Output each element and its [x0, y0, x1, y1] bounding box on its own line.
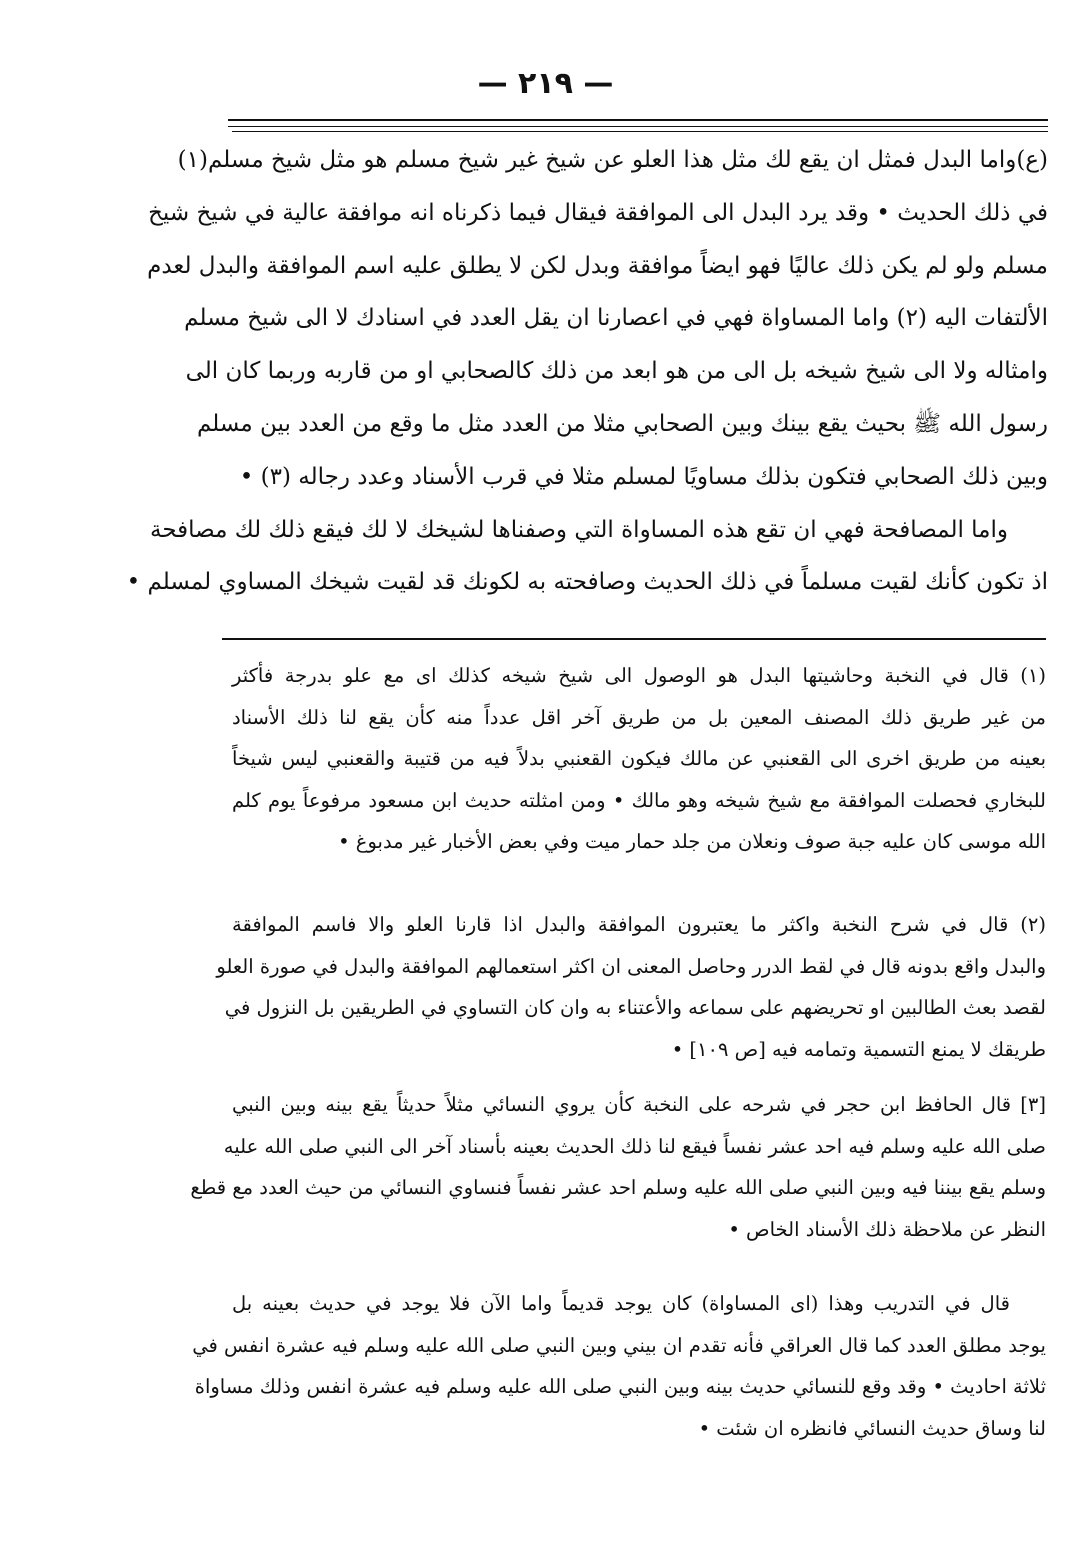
footnote-line: بعينه من طريق اخرى الى القعنبي عن مالك فيكون القعنبي بدلاً فيه من قتيبة والقعنبي ليس شيخاً — [232, 747, 1046, 771]
text-line: الألتفات اليه (٢) واما المساواة فهي في اعصارنا ان يقل العدد في اسنادك لا الى شيخ مسلم — [184, 305, 1048, 332]
footnote-line: صلى الله عليه وسلم فيه احد عشر نفساً فيقع لنا ذلك الحديث بعينه بأسناد آخر الى النبي صلى الله عليه — [223, 1134, 1046, 1158]
footnote-separator — [222, 638, 1046, 640]
text-line: في ذلك الحديث • وقد يرد البدل الى الموافقة فيقال فيما ذكرناه انه موافقة عالية في شيخ شيخ — [148, 199, 1048, 226]
footnote-line: [٣] قال الحافظ ابن حجر في شرحه على النخبة كأن يروي النسائي مثلاً حديثاً يقع بينه وبين النبي — [232, 1093, 1046, 1116]
footnote-2 — [216, 904, 1046, 1070]
footnote-line: لقصد بعث الطالبين او تحريضهم على سماعه والأعتناء به وان كان التساوي في الطريقين بل النزول في — [224, 996, 1046, 1020]
footnote-line: من غير طريق ذلك المصنف المعين بل من طريق آخر اقل عدداً منه كأن يقع لنا ذلك الأسناد — [232, 705, 1046, 729]
text-line: وبين ذلك الصحابي فتكون بذلك مساويًا لمسلم مثلا في قرب الأسناد وعدد رجاله (٣) • — [239, 463, 1048, 490]
text-line: رسول الله ﷺ بحيث يقع بينك وبين الصحابي مثلا من العدد مثل ما وقع من العدد بين مسلم — [196, 410, 1048, 437]
text-line: (ع)واما البدل فمثل ان يقع لك مثل هذا العلو عن شيخ غير شيخ مسلم هو مثل شيخ مسلم(١) — [177, 147, 1048, 173]
page-number: — ٢١٩ — — [477, 66, 614, 101]
text-line: واما المصافحة فهي ان تقع هذه المساواة التي وصفناها لشيخك لا لك فيقع ذلك لك مصافحة — [149, 516, 1008, 543]
text-line: وامثاله ولا الى شيخ شيخه بل الى من هو ابعد من ذلك كالصحابي او من قاربه وربما كان الى — [185, 358, 1048, 385]
text-line: اذ تكون كأنك لقيت مسلماً في ذلك الحديث وصافحته به لكونك قد لقيت شيخك المساوي لمسلم • — [126, 569, 1048, 596]
footnote-3 — [190, 1084, 1046, 1250]
footnote-continuation — [192, 1283, 1046, 1449]
footnote-line: قال في التدريب وهذا (اى المساواة) كان يوجد قديماً واما الآن فلا يوجد في حديث بعينه بل — [232, 1292, 1010, 1315]
footnote-line: وسلم يقع بيننا فيه وبين النبي صلى الله عليه وسلم احد عشر نفساً فنساوي النسائي من حيث العدد مع قطع — [190, 1176, 1046, 1200]
header-rule — [232, 131, 1048, 132]
footnote-line: الله موسى كان عليه جبة صوف ونعلان من جلد حمار ميت وفي بعض الأخبار غير مدبوغ • — [338, 830, 1046, 854]
footnote-line: (١) قال في النخبة وحاشيتها البدل هو الوصول الى شيخ شيخه كذلك اى مع علو بدرجة فأكثر — [232, 664, 1046, 687]
footnote-line: (٢) قال في شرح النخبة واكثر ما يعتبرون الموافقة والبدل اذا قارنا العلو والا فاسم الموافقة — [232, 913, 1046, 936]
header-rule — [228, 119, 1048, 121]
footnote-1 — [232, 655, 1046, 863]
text-line: مسلم ولو لم يكن ذلك عاليًا فهو ايضاً موافقة وبدل لكن لا يطلق عليه اسم الموافقة والبدل لعدم — [147, 252, 1048, 279]
footnote-line: والبدل واقع بدونه قال في لقط الدرر وحاصل المعنى ان اكثر استعمالهم الموافقة والبدل في صورة العلو — [216, 954, 1046, 978]
footnote-line: يوجد مطلق العدد كما قال العراقي فأنه تقدم ان بيني وبين النبي صلى الله عليه وسلم فيه عشرة انفس في — [192, 1333, 1046, 1357]
main-text — [126, 134, 1048, 609]
footnote-line: للبخاري فحصلت الموافقة مع شيخ شيخه وهو مالك • ومن امثلته حديث ابن مسعود مرفوعاً يوم كلم — [232, 788, 1046, 812]
header-rule — [228, 126, 1048, 127]
footnote-line: ثلاثة احاديث • وقد وقع للنسائي حديث بينه وبين النبي صلى الله عليه وسلم فيه عشرة انفس وذلك مساواة — [194, 1375, 1046, 1399]
footnote-line: النظر عن ملاحظة ذلك الأسناد الخاص • — [728, 1217, 1046, 1241]
footnote-line: طريقك لا يمنع التسمية وتمامه فيه [ص ١٠٩] • — [671, 1037, 1046, 1061]
footnote-line: لنا وساق حديث النسائي فانظره ان شئت • — [698, 1416, 1046, 1440]
